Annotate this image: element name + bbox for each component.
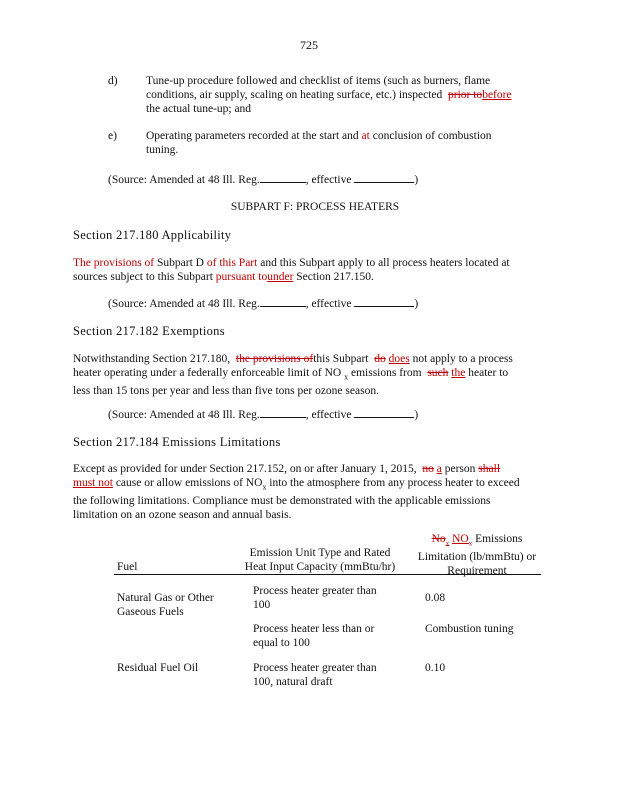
sec184-line-2 [73,476,553,494]
item-d-text-2: conditions, air supply, scaling on heating surface, etc.) inspected [146,89,443,101]
source-suffix: ) [414,174,419,186]
section-184-body [73,462,553,522]
sec182-line-1 [73,352,553,366]
item-d-text [146,74,546,116]
col-header-limit [404,532,550,578]
inserted-must-not: must not [73,477,113,489]
source-prefix: (Source: Amended at 48 Ill. Reg. [108,174,260,186]
sec182-text-3: not apply to a process [412,353,513,365]
sec182-text-1: Notwithstanding Section 217.180, [73,353,231,365]
source-note-3 [108,407,418,422]
item-d-line-1: Tune-up procedure followed and checklist of items (such as burners, flame [146,75,491,87]
source-middle: , effective [305,298,352,310]
sec184-text-2: person [444,463,476,475]
row-2-limit: Combustion tuning [425,623,514,635]
row-1-limit: 0.08 [425,592,446,604]
inserted-pursuant-to: pursuant to [215,271,268,283]
item-e-line-2: tuning. [146,144,179,156]
item-d-marker: d) [108,75,118,87]
row-3-unit [253,661,377,689]
sec184-text-3: cause or allow emissions of NO [115,477,263,489]
sec182-text-4: heater operating under a federally enforceable limit of NO [73,367,342,379]
sec182-text-6: heater to [468,367,509,379]
col-header-limit-emissions: Emissions [475,533,523,545]
deleted-nox-sub: x [445,539,450,548]
deleted-prior-to: prior to [448,89,483,101]
sec180-text-3: sources subject to this Subpart [73,271,213,283]
row-2-unit-2: equal to 100 [253,637,310,649]
sec184-text-4: into the atmosphere from any process heater to exceed [269,477,520,489]
section-182-heading: Section 217.182 Exemptions [73,324,225,338]
row-3-limit: 0.10 [425,662,446,674]
sec182-line-3: less than 15 tons per year and less than five tons per ozone season. [73,385,379,398]
sec184-text-1: Except as provided for under Section 217.152, on or after January 1, 2015, [73,463,417,475]
source-note-1 [108,172,418,187]
sec184-line-3: the following limitations. Compliance must be demonstrated with the applicable emissions [73,495,491,508]
row-3-unit-2: 100, natural draft [253,676,333,688]
sec182-text-2: this Subpart [313,353,369,365]
col-header-fuel: Fuel [117,561,138,573]
sec180-line-2 [73,270,543,284]
item-e-text [146,129,546,157]
row-3-unit-1: Process heater greater than [253,662,377,674]
item-e-text-1: Operating parameters recorded at the start and [146,130,359,142]
item-e-text-2: conclusion of combustion [372,130,492,142]
sec180-text-1: Subpart D [157,257,204,269]
deleted-nox [431,533,450,548]
deleted-no: no [422,463,434,475]
source-prefix: (Source: Amended at 48 Ill. Reg. [108,409,260,421]
source-suffix: ) [414,409,419,421]
source-suffix: ) [414,298,419,310]
section-184-heading: Section 217.184 Emissions Limitations [73,435,281,449]
sub-x: x [262,482,267,492]
deleted-the-provisions-of: the provisions of [235,353,314,365]
inserted-no-text: NO [452,533,469,545]
row-3-fuel: Residual Fuel Oil [117,662,199,674]
col-header-unit-1: Emission Unit Type and Rated [249,547,391,559]
section-180-heading: Section 217.180 Applicability [73,228,232,242]
sec182-text-5: emissions from [350,367,422,379]
col-header-limit-2: Limitation (lb/mmBtu) or [417,551,537,564]
row-1-fuel-1: Natural Gas or Other [117,592,214,604]
item-d-line-2 [146,88,546,102]
inserted-the: the [451,367,466,379]
inserted-under: under [267,271,294,283]
source-middle: , effective [305,174,352,186]
item-e-marker: e) [108,130,117,142]
row-1-unit-2: 100 [253,599,271,611]
inserted-provisions-of: The provisions of [73,257,155,269]
sec184-line-1 [73,462,553,476]
row-2-unit-1: Process heater less than or [253,623,375,635]
row-1-unit-1: Process heater greater than [253,585,377,597]
deleted-no-text: No [431,533,446,545]
inserted-does: does [388,353,410,365]
sec182-line-2 [73,366,553,384]
col-header-unit-2: Heat Input Capacity (mmBtu/hr) [244,561,396,573]
page-number: 725 [300,38,318,52]
inserted-nox [452,533,473,548]
source-prefix: (Source: Amended at 48 Ill. Reg. [108,298,260,310]
table-header-rule [114,574,541,575]
section-182-body [73,352,553,398]
sec180-text-2: and this Subpart apply to all process heaters located at [260,257,510,269]
sec180-text-4: Section 217.150. [296,271,374,283]
inserted-of-this-part: of this Part [206,257,258,269]
sub-x: x [344,372,349,382]
item-e-line-1 [146,129,546,143]
col-header-unit [236,546,404,574]
col-header-limit-3: Requirement [447,565,507,578]
inserted-nox-sub: x [468,539,473,548]
col-header-limit-1 [404,532,550,550]
section-180-body [73,256,543,284]
sec184-line-4: limitation on an ozone season and annual basis. [73,509,292,522]
row-2-unit [253,622,374,650]
source-middle: , effective [305,409,352,421]
inserted-at: at [361,130,370,142]
deleted-such: such [427,367,449,379]
inserted-before: before [482,89,512,101]
row-1-fuel-2: Gaseous Fuels [117,606,184,618]
deleted-shall: shall [478,463,501,475]
inserted-a: a [436,463,442,475]
subpart-title: SUBPART F: PROCESS HEATERS [230,201,400,213]
sec180-line-1 [73,256,543,270]
deleted-do: do [374,353,386,365]
row-1-unit [253,584,377,612]
row-1-fuel [117,591,214,619]
item-d-line-3: the actual tune-up; and [146,103,252,115]
source-note-2 [108,296,418,311]
